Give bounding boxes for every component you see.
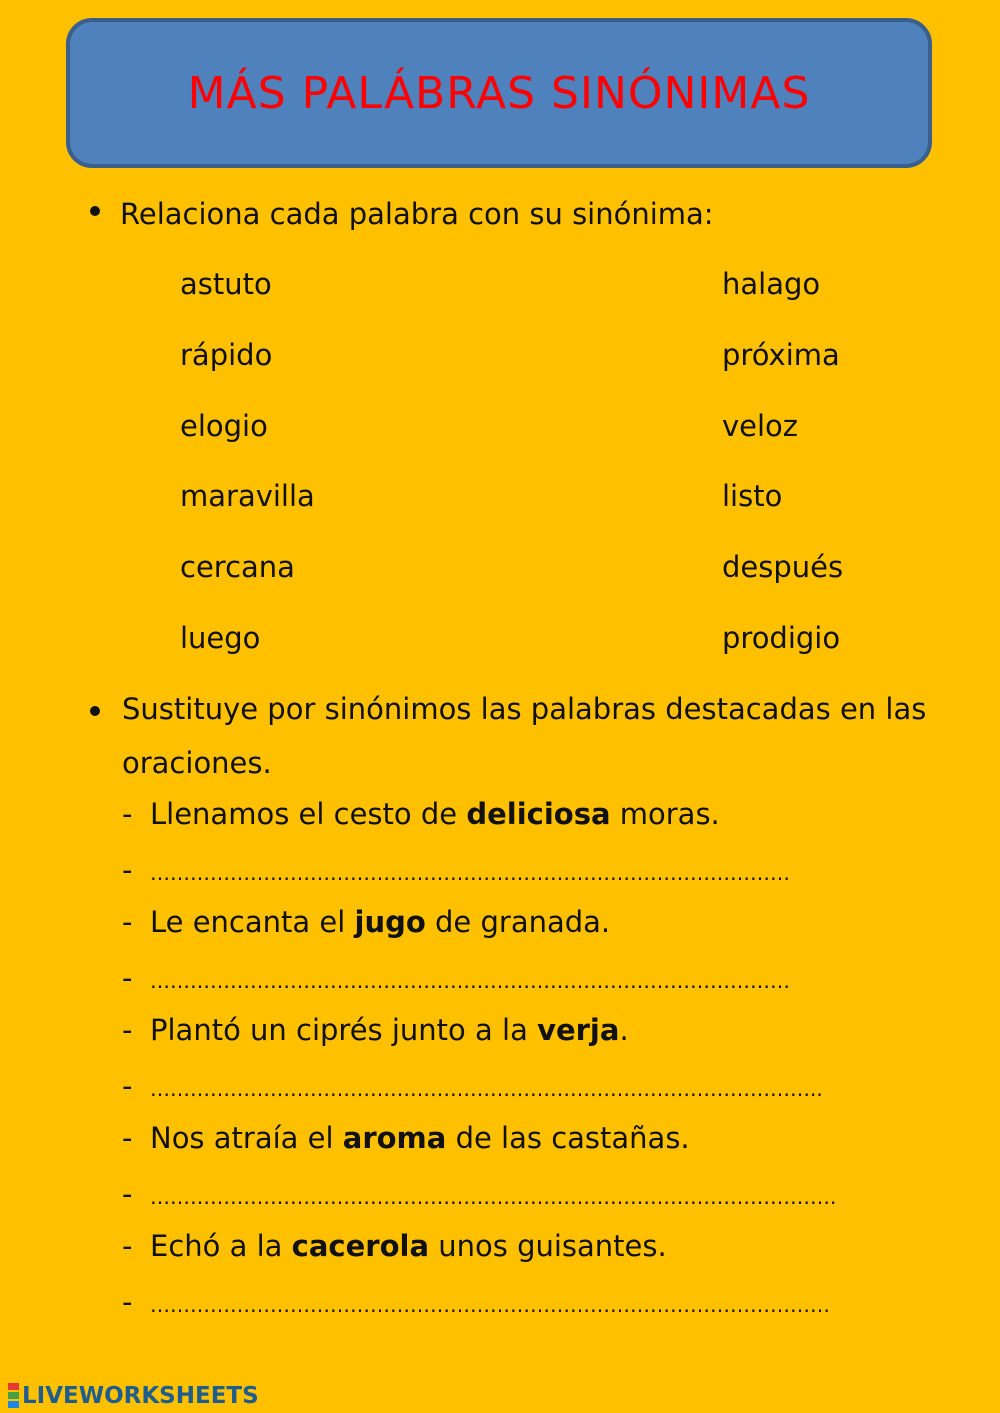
instruction-1-text: Relaciona cada palabra con su sinónima: <box>120 197 714 231</box>
sentence-text: Echó a la <box>150 1229 292 1263</box>
highlighted-word: jugo <box>354 905 426 939</box>
right-word: veloz <box>722 409 799 443</box>
dash: - <box>122 905 133 939</box>
sentence-text: Llenamos el cesto de <box>150 797 467 831</box>
answer-row[interactable] <box>122 853 790 887</box>
highlighted-word: verja <box>537 1013 620 1047</box>
dash: - <box>122 961 133 995</box>
left-word: elogio <box>180 409 268 443</box>
left-word: maravilla <box>180 479 315 513</box>
liveworksheets-logo[interactable] <box>8 1382 259 1409</box>
sentence-text: unos guisantes. <box>429 1229 667 1263</box>
sentence-row <box>122 1013 629 1047</box>
sentence-text: Nos atraía el <box>150 1121 343 1155</box>
page-title: MÁS PALÁBRAS SINÓNIMAS <box>187 67 811 119</box>
right-word: después <box>722 550 844 584</box>
answer-row[interactable] <box>122 1285 830 1319</box>
sentence-text: Plantó un ciprés junto a la <box>150 1013 538 1047</box>
sentence-row <box>122 1229 667 1263</box>
sentence-text: de granada. <box>425 905 611 939</box>
logo-mark-block <box>8 1383 19 1390</box>
instruction-1 <box>90 197 714 231</box>
dash: - <box>122 1069 133 1103</box>
left-word: astuto <box>180 267 272 301</box>
right-word: halago <box>722 267 821 301</box>
dash: - <box>122 1177 133 1211</box>
left-word: rápido <box>180 338 273 372</box>
highlighted-word: cacerola <box>291 1229 430 1263</box>
sentence-text: . <box>619 1013 629 1047</box>
dash: - <box>122 853 133 887</box>
sentence-text: de las castañas. <box>446 1121 690 1155</box>
dash: - <box>122 1229 133 1263</box>
dash: - <box>122 1121 133 1155</box>
bullet-icon <box>90 706 100 716</box>
answer-field[interactable]: ……………………………………………………………………………………….. <box>150 1077 823 1101</box>
sentence-row <box>122 1121 690 1155</box>
sentence-text: Le encanta el <box>150 905 355 939</box>
right-word: prodigio <box>722 621 841 655</box>
answer-field[interactable]: …………………………………………………………………………………… <box>150 861 790 885</box>
bullet-icon <box>90 206 100 216</box>
sentence-text: moras. <box>610 797 720 831</box>
sentence-row <box>122 797 720 831</box>
left-word: luego <box>180 621 261 655</box>
answer-row[interactable] <box>122 1069 823 1103</box>
logo-mark-block <box>8 1401 19 1408</box>
dash: - <box>122 797 133 831</box>
answer-field[interactable]: …………………………………………………………………………………………. <box>150 1185 837 1209</box>
highlighted-word: deliciosa <box>466 797 611 831</box>
right-word: próxima <box>722 338 840 372</box>
logo-text: LIVEWORKSHEETS <box>22 1382 259 1409</box>
dash: - <box>122 1013 133 1047</box>
left-word: cercana <box>180 550 295 584</box>
dash: - <box>122 1285 133 1319</box>
highlighted-word: aroma <box>342 1121 447 1155</box>
answer-row[interactable] <box>122 1177 837 1211</box>
logo-mark-block <box>8 1392 19 1399</box>
right-word: listo <box>722 479 783 513</box>
answer-field[interactable]: …………………………………………………………………………………… <box>150 969 790 993</box>
sentence-row <box>122 905 611 939</box>
answer-field[interactable]: ………………………………………………………………………………………… <box>150 1293 830 1317</box>
answer-row[interactable] <box>122 961 790 995</box>
logo-mark-icon <box>8 1382 19 1409</box>
instruction-2-text: Sustituye por sinónimos las palabras destacadas en las oraciones. <box>122 692 927 780</box>
title-banner <box>66 18 932 168</box>
